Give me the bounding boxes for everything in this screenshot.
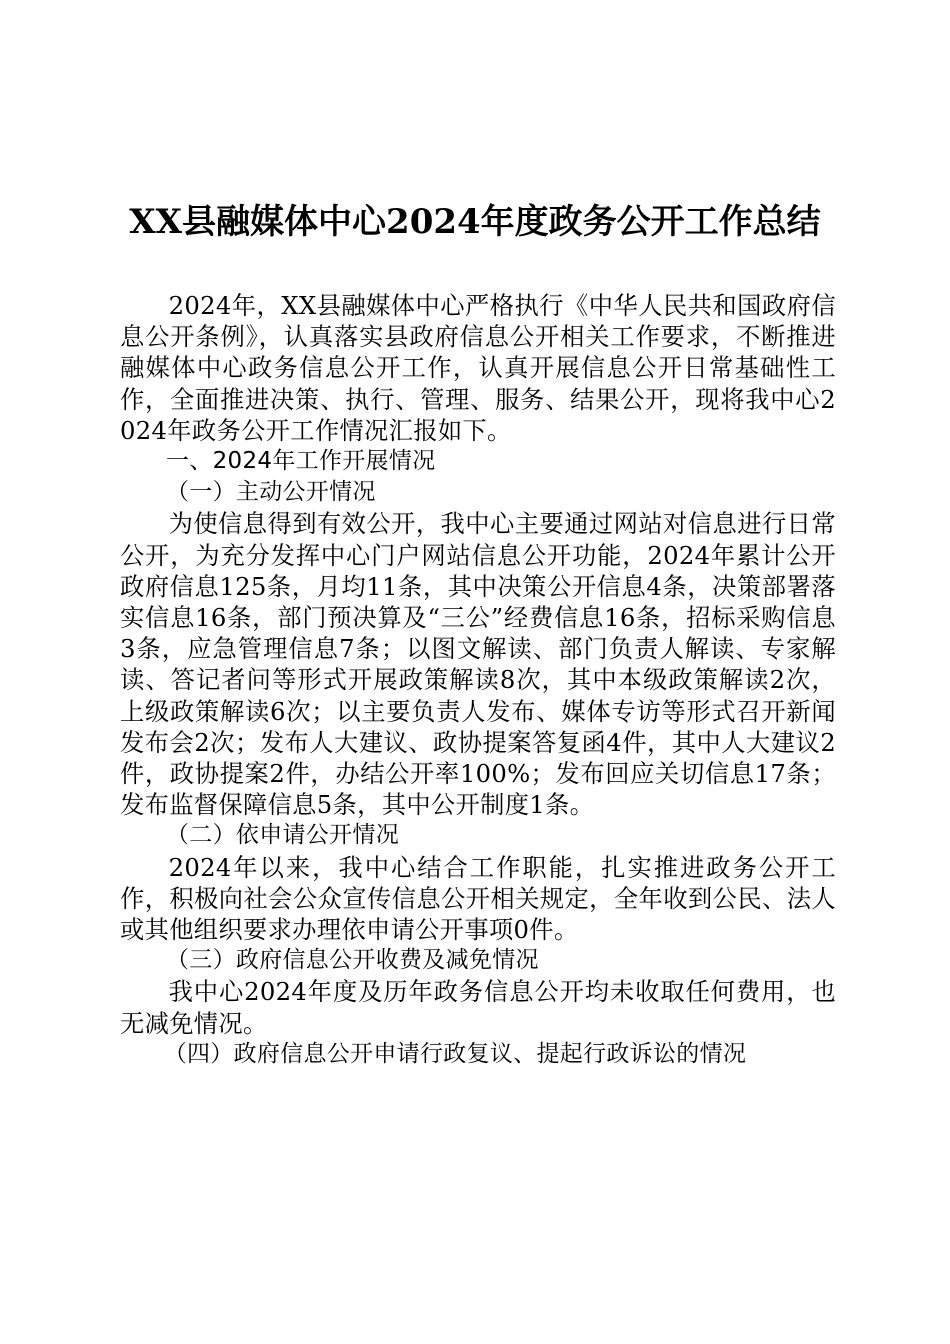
document-title: XX县融媒体中心2024年度政务公开工作总结 [129,202,821,242]
subsection-1-heading: （一）主动公开情况 [166,479,376,506]
section-1-heading: 一、2024年工作开展情况 [166,448,436,475]
document-body [120,290,836,1070]
subsection-3-heading: （三）政府信息公开收费及减免情况 [166,947,539,974]
intro-paragraph: 2024年，XX县融媒体中心严格执行《中华人民共和国政府信息公开条例》，认真落实县政府信息公开相关工作要求，不断推进融媒体中心政务信息公开工作，认真开展信息公开日常基础性工作，全面推进决策、执行、管理、服务、结果公开，现将我中心2024年政务公开工作情况汇报如下。 [120,291,836,445]
subsection-4-heading: （四）政府信息公开申请行政复议、提起行政诉讼的情况 [163,1040,747,1067]
subsection-3-paragraph: 我中心2024年度及历年政务信息公开均未收取任何费用，也无减免情况。 [120,977,836,1038]
subsection-2-heading: （二）依申请公开情况 [166,822,399,849]
subsection-2-paragraph: 2024年以来，我中心结合工作职能，扎实推进政务公开工作，积极向社会公众宣传信息公开相关规定，全年收到公民、法人或其他组织要求办理依申请公开事项0件。 [120,852,836,945]
subsection-1-paragraph: 为使信息得到有效公开，我中心主要通过网站对信息进行日常公开，为充分发挥中心门户网站信息公开功能，2024年累计公开政府信息125条，月均11条，其中决策公开信息4条，决策部署落实信息16条，部门预决算及“三公”经费信息16条，招标采购信息3条，应急管理信息7条；以图文解读、部门负责人解读、专家解读、答记者问等形式开展政策解读8次，其中本级政策解读2次，上级政策解读6次；以主要负责人发布、媒体专访等形式召开新闻发布会2次；发布人大建议、政协提案答复函4件，其中人大建议2件，政协提案2件，办结公开率100%；发布回应关切信息17条；发布监督保障信息5条，其中公开制度1条。 [120,509,836,820]
